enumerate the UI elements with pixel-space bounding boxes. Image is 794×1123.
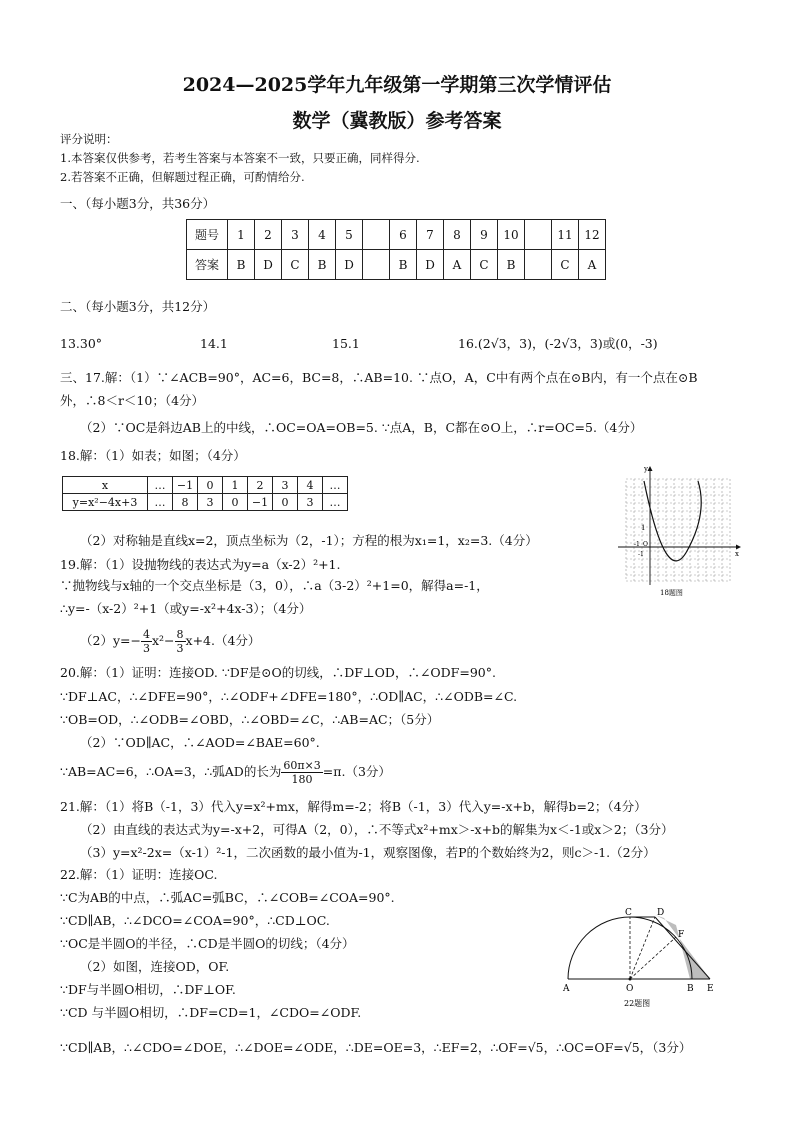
note-2: 2.若答案不正确，但解题过程正确，可酌情给分. bbox=[60, 170, 305, 184]
q-number: 1 bbox=[228, 220, 255, 250]
q18-line-1: 18.解：（1）如表；如图；（4分） bbox=[60, 448, 246, 463]
x-axis-arrow-icon bbox=[736, 545, 741, 550]
table-cell: 4 bbox=[298, 477, 323, 494]
label-d: D bbox=[657, 908, 665, 918]
table-cell: 3 bbox=[298, 494, 323, 511]
q-answer: C bbox=[552, 250, 579, 280]
q22-line-3: ∵CD∥AB，∴∠DCO=∠COA=90°，∴CD⊥OC. bbox=[60, 913, 330, 928]
fraction-denominator: 3 bbox=[176, 642, 184, 655]
answer-q14: 14.1 bbox=[200, 336, 228, 351]
answer-q16: 16.(2√3，3)，(-2√3，3)或(0，-3) bbox=[458, 336, 658, 351]
q22-line-1: 22.解：（1）证明：连接OC. bbox=[60, 867, 218, 882]
table-cell: 1 bbox=[223, 477, 248, 494]
fraction-numerator: 4 bbox=[142, 628, 150, 641]
parabola-curve bbox=[644, 481, 701, 561]
q20-line-3: ∵OB=OD，∴∠ODB=∠OBD，∴∠OBD=∠C，∴AB=AC；（5分） bbox=[60, 712, 440, 727]
row-header-number: 题号 bbox=[187, 220, 228, 250]
label-a: A bbox=[563, 984, 570, 994]
label-c: C bbox=[625, 908, 632, 918]
table-cell: 3 bbox=[273, 477, 298, 494]
table-cell: … bbox=[148, 494, 173, 511]
q-answer: C bbox=[471, 250, 498, 280]
q-answer: B bbox=[498, 250, 525, 280]
q-number: 8 bbox=[444, 220, 471, 250]
table-cell: y=x²−4x+3 bbox=[63, 494, 148, 511]
figure-caption: 22题图 bbox=[624, 999, 651, 1008]
q18-line-2: （2）对称轴是直线x=2，顶点坐标为（2，-1）；方程的根为x₁=1，x₂=3.（4分） bbox=[80, 533, 538, 548]
y-axis-arrow-icon bbox=[648, 466, 653, 471]
answer-q13: 13.30° bbox=[60, 336, 103, 351]
table-cell: −1 bbox=[248, 494, 273, 511]
q21-line-3: （3）y=x²-2x=（x-1）²-1，二次函数的最小值为-1，观察图像，若P的个数始终为2，则c＞-1.（2分） bbox=[80, 845, 656, 860]
segment-od bbox=[630, 917, 655, 979]
fraction bbox=[175, 628, 186, 655]
q-number: 5 bbox=[336, 220, 363, 250]
q22-semicircle-figure bbox=[560, 905, 730, 1015]
q22-line-2: ∵C为AB的中点，∴弧AC=弧BC，∴∠COB=∠COA=90°. bbox=[60, 890, 395, 905]
point-o bbox=[629, 978, 632, 981]
q20-line-2: ∵DF⊥AC，∴∠DFE=90°，∴∠ODF+∠DFE=180°，∴OD∥AC，∴∠ODB=∠C. bbox=[60, 689, 518, 704]
page-subtitle: 数学（冀教版）参考答案 bbox=[292, 110, 502, 132]
fraction-numerator: 60π×3 bbox=[283, 759, 321, 772]
q21-line-2: （2）由直线的表达式为y=-x+2，可得A（2，0），∴不等式x²+mx＞-x+b的解集为x＜-1或x＞2；（3分） bbox=[80, 822, 674, 837]
fraction-denominator: 180 bbox=[291, 773, 313, 786]
q-number: 10 bbox=[498, 220, 525, 250]
q-number bbox=[363, 220, 390, 250]
q17-line-3: （2）∵OC是斜边AB上的中线，∴OC=OA=OB=5. ∵点A，B，C都在⊙O上，∴r=OC=5.（4分） bbox=[80, 420, 643, 435]
table-cell: x bbox=[63, 477, 148, 494]
q-answer: B bbox=[309, 250, 336, 280]
q22-line-7: ∵CD 与半圆O相切，∴DF=CD=1，∠CDO=∠ODF. bbox=[60, 1005, 362, 1020]
table-cell: 3 bbox=[198, 494, 223, 511]
q17-line-2: 外，∴8＜r＜10；（4分） bbox=[60, 393, 205, 408]
answer-table-number-row bbox=[187, 220, 606, 250]
table-cell: … bbox=[323, 477, 348, 494]
q19-line-3: ∴y=-（x-2）²+1（或y=-x²+4x-3）；（4分） bbox=[60, 601, 312, 616]
notes-heading: 评分说明： bbox=[60, 132, 118, 146]
q-number: 11 bbox=[552, 220, 579, 250]
q-answer: A bbox=[579, 250, 606, 280]
tick-label-one: 1 bbox=[641, 524, 646, 532]
answer-table bbox=[186, 219, 606, 280]
q22-line-4: ∵OC是半圆O的半径，∴CD是半圆O的切线；（4分） bbox=[60, 936, 355, 951]
table-cell: … bbox=[148, 477, 173, 494]
q-answer: C bbox=[282, 250, 309, 280]
table-cell: … bbox=[323, 494, 348, 511]
fraction bbox=[281, 759, 322, 786]
table-cell: 0 bbox=[198, 477, 223, 494]
table-cell: 0 bbox=[223, 494, 248, 511]
q-number: 7 bbox=[417, 220, 444, 250]
q-number bbox=[525, 220, 552, 250]
q20-arc-suffix: =π.（3分） bbox=[322, 764, 391, 779]
section2-heading: 二、（每小题3分，共12分） bbox=[60, 299, 216, 314]
q-number: 9 bbox=[471, 220, 498, 250]
q-answer: A bbox=[444, 250, 471, 280]
table-cell: 0 bbox=[273, 494, 298, 511]
q19-line-1: 19.解：（1）设抛物线的表达式为y=a（x-2）²+1. bbox=[60, 557, 341, 572]
tick-label-neg1-x: -1 bbox=[634, 541, 640, 548]
table-row bbox=[63, 494, 348, 511]
q-number: 4 bbox=[309, 220, 336, 250]
label-o: O bbox=[626, 984, 634, 994]
answer-q15: 15.1 bbox=[332, 336, 360, 351]
label-e: E bbox=[707, 984, 714, 994]
q-answer: D bbox=[417, 250, 444, 280]
q22-line-8: ∵CD∥AB，∴∠CDO=∠DOE，∴∠DOE=∠ODE，∴DE=OE=3，∴EF=2，∴OF=√5，∴OC=OF=√5，（3分） bbox=[60, 1040, 692, 1055]
q-number: 6 bbox=[390, 220, 417, 250]
q20-arc-prefix: ∵AB=AC=6，∴OA=3，∴弧AD的长为 bbox=[60, 764, 282, 779]
q-answer bbox=[525, 250, 552, 280]
segment-of bbox=[630, 937, 676, 979]
q20-line-1: 20.解：（1）证明：连接OD. ∵DF是⊙O的切线，∴DF⊥OD，∴∠ODF=90°. bbox=[60, 665, 496, 680]
q-number: 2 bbox=[255, 220, 282, 250]
tick-label-neg1-y: -1 bbox=[638, 551, 644, 558]
y-axis-label: y bbox=[644, 465, 648, 473]
q19-line-2: ∵抛物线与x轴的一个交点坐标是（3，0），∴a（3-2）²+1=0，解得a=-1， bbox=[60, 578, 489, 593]
q-answer: B bbox=[228, 250, 255, 280]
table-cell: 2 bbox=[248, 477, 273, 494]
q19-part2-mid: x²− bbox=[151, 633, 175, 648]
q-answer: D bbox=[255, 250, 282, 280]
answer-table-answer-row bbox=[187, 250, 606, 280]
q21-line-1: 21.解：（1）将B（-1，3）代入y=x²+mx，解得m=-2；将B（-1，3）代入y=-x+b，解得b=2；（4分） bbox=[60, 799, 647, 814]
q20-line-5 bbox=[60, 757, 391, 787]
figure-caption: 18题图 bbox=[660, 589, 683, 597]
q17-line-1: 三、17.解：（1）∵∠ACB=90°，AC=6，BC=8，∴AB=10. ∵点O，A，C中有两个点在⊙B内，有一个点在⊙B bbox=[60, 370, 698, 385]
fraction bbox=[141, 628, 152, 655]
x-axis-label: x bbox=[735, 550, 739, 558]
origin-label: O bbox=[643, 541, 648, 548]
q-number: 3 bbox=[282, 220, 309, 250]
q-answer bbox=[363, 250, 390, 280]
section1-heading: 一、（每小题3分，共36分） bbox=[60, 196, 216, 211]
note-1: 1.本答案仅供参考，若考生答案与本答案不一致，只要正确，同样得分. bbox=[60, 151, 420, 165]
fraction-denominator: 3 bbox=[142, 642, 150, 655]
q-answer: B bbox=[390, 250, 417, 280]
q19-part2-suffix: x+4.（4分） bbox=[185, 633, 261, 648]
q22-line-5: （2）如图，连接OD，OF. bbox=[80, 959, 230, 974]
tangent-de bbox=[655, 917, 710, 979]
row-header-answer: 答案 bbox=[187, 250, 228, 280]
q19-line-4 bbox=[80, 626, 260, 656]
label-b: B bbox=[687, 984, 694, 994]
q19-part2-prefix: （2）y=− bbox=[80, 633, 141, 648]
q-answer: D bbox=[336, 250, 363, 280]
q20-line-4: （2）∵OD∥AC，∴∠AOD=∠BAE=60°. bbox=[80, 735, 320, 750]
q22-line-6: ∵DF与半圆O相切，∴DF⊥OF. bbox=[60, 982, 236, 997]
table-cell: −1 bbox=[173, 477, 198, 494]
page-title: 2024—2025学年九年级第一学期第三次学情评估 bbox=[182, 74, 612, 96]
table-cell: 8 bbox=[173, 494, 198, 511]
label-f: F bbox=[678, 930, 685, 940]
q18-value-table bbox=[62, 476, 348, 511]
fraction-numerator: 8 bbox=[176, 628, 184, 641]
q18-parabola-figure bbox=[610, 463, 745, 603]
q-number: 12 bbox=[579, 220, 606, 250]
table-row bbox=[63, 477, 348, 494]
